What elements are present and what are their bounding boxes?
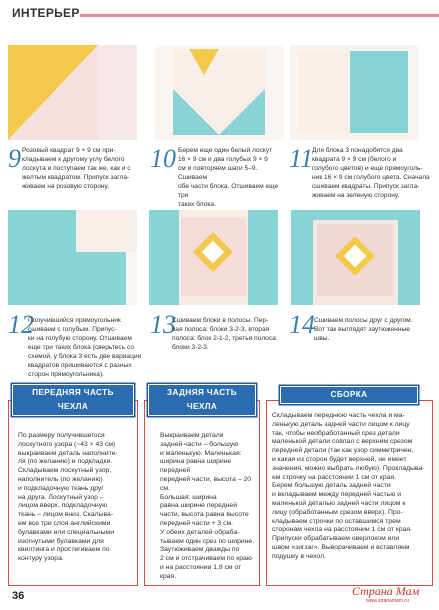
step-12-text: Получившийся прямоугольник сшиваем с голубым. Припус- ки на голубую сторону. Отшиваем еще три таких блока (сверьтесь со схемой, у блока 3 есть две вариации квадратов пришиваются с разных сторон прямоугольника). <box>28 317 142 378</box>
step-10-text: Берем еще один белый лоскут 16 × 9 см и два голубых 9 × 9 см и повторяем шаги 5–9. Сшиваем обе части блока. Отшиваем еще три таких блока. <box>178 147 279 208</box>
step-11-number: 11 <box>289 144 314 173</box>
page-number: 36 <box>12 590 25 602</box>
back-part-text: Выкраиваем детали задней части – большую и маленькую. Маленькая: ширина равна ширине передней передней части, высота – 20 см. Большая: ширина равна ширине передней части, высота равна высоте передней части + 3 см. У обеих деталей обраба- тываем один срез по ширине. Заутюживаем дважды по 2 см и отстрачиваем по краю и на расстоянии 1,8 см от края. <box>160 432 255 580</box>
site-url: www.stranamam.ru <box>366 598 409 604</box>
step-13-text: Сшиваем блоки в полосы. Пер- вая полоса: блоки 3-2-3, вторая полоса: блок 2-1-2, третья полоса: блоки 3-2-3. <box>172 317 278 351</box>
ribbon-assembly: СБОРКА <box>280 386 418 404</box>
step-13-number: 13 <box>150 310 176 339</box>
step-14-text: Сшиваем полосы друг с другом. Вот так выглядят заутюженные швы. <box>314 317 413 342</box>
photo-step-10 <box>155 45 284 140</box>
photo-step-9 <box>8 45 137 140</box>
front-part-text: По размеру получившегося лоскутного узора (~43 × 43 см) выкраиваем деталь наполните- ля (по желанию) и подкладки. Складываем лоскутный узор, наполнитель (по желанию) и подкладочную ткань друг на друга. Лоскутный узор – лицом вверх, подкладочную ткань – лицом вниз. Скалыва- ем все три слоя английскими булавками или специальными изогнутыми булавками для квилтинга и простегиваем по контуру узора. <box>18 432 118 563</box>
ribbon-back-part: ЗАДНЯЯ ЧАСТЬ ЧЕХЛА <box>148 384 256 416</box>
site-logo: Страна Мам <box>352 584 420 598</box>
page-header <box>0 0 439 26</box>
step-11-text: Для блока 3 понадобятся два квадрата 9 × 9 см (белого и голубого цветов) и еще прямоуголь- ник 16 × 9 см голубого цвета. Сначала сшиваем квадраты. Припуск загла- живаем на зеленую сторону. <box>312 147 430 199</box>
step-9-number: 9 <box>8 144 21 173</box>
photo-step-12 <box>8 210 137 305</box>
step-12-number: 12 <box>8 310 34 339</box>
step-9-text: Розовый квадрат 9 × 9 см при- кладываем к другому углу белого лоскута и поступаем так же, как и с желтым квадратом. Припуск загла- живаем на розовую сторону. <box>22 147 131 190</box>
section-title: ИНТЕРЬЕР <box>12 6 80 20</box>
photo-step-13 <box>149 210 278 305</box>
step-14-number: 14 <box>289 310 315 339</box>
photo-step-14 <box>291 210 420 305</box>
assembly-text: Складываем переднюю часть чехла и ма- ленькую деталь задней части лицом к лицу так, чтобы необработанный срез детали маленькой детали совпал с верхним срезом передней детали (так как узор симметричен, и какая из сторон будет верхней, не имеет значения, можно выбрать любую). Прокладыва- ем строчку на расстоянии 1 см от края. Берем большую деталь задней части и вкладываем между передней частью и маленькой деталью задней части лицом к лицу (обработанным срезом вверх). Про- кладываем строчки по оставшимся трем сторонам чехла на расстоянии 1 см от края. Припуски обрабатываем оверлоком или швом «зигзаг». Выворачиваем и вставляем подушку в чехол. <box>272 412 425 560</box>
step-10-number: 10 <box>150 144 176 173</box>
ribbon-front-part: ПЕРЕДНЯЯ ЧАСТЬ ЧЕХЛА <box>12 384 134 416</box>
header-rule <box>80 14 439 17</box>
photo-step-11 <box>290 45 419 140</box>
